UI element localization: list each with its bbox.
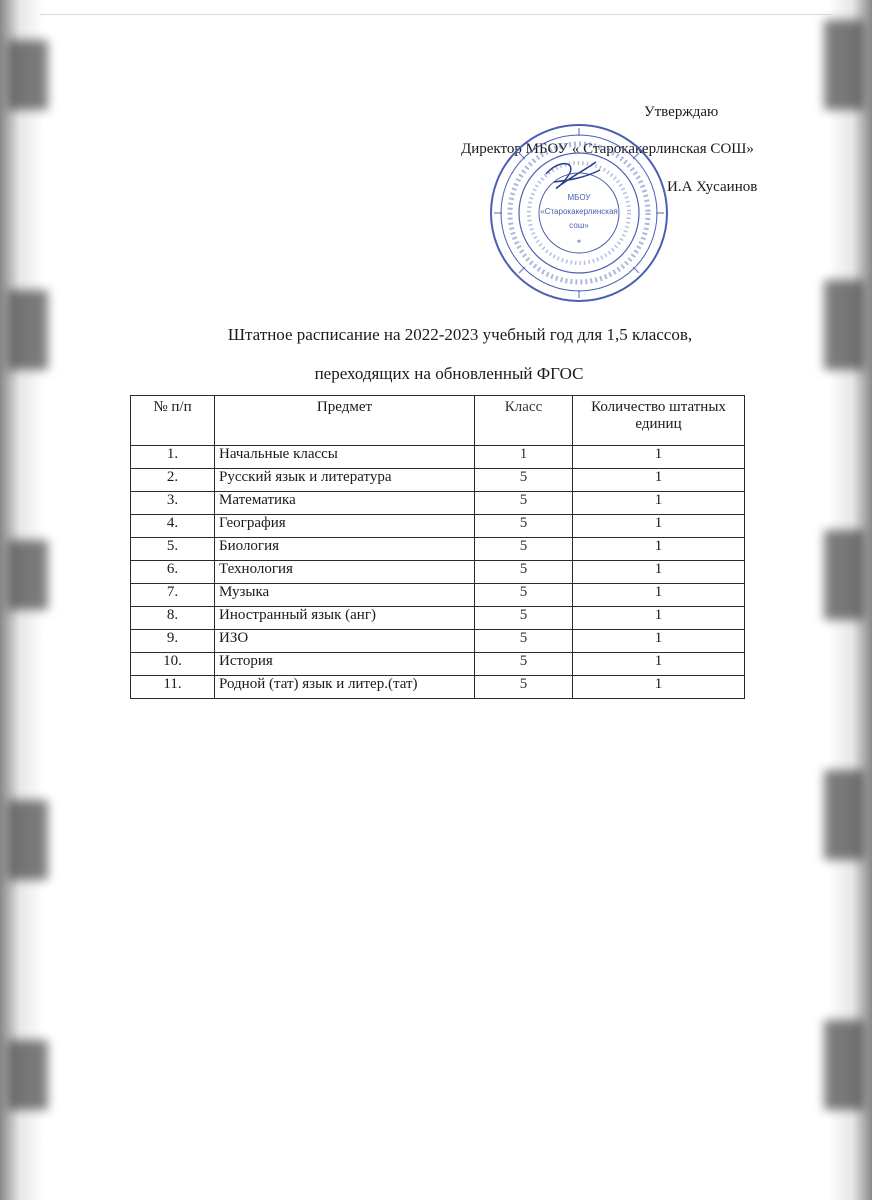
cell-class: 5 [475, 630, 573, 653]
table-row [131, 584, 745, 607]
table-row [131, 469, 745, 492]
cell-count: 1 [573, 561, 745, 584]
cell-number: 11. [131, 676, 215, 699]
cell-count: 1 [573, 653, 745, 676]
cell-subject: География [215, 515, 475, 538]
cell-subject: Технология [215, 561, 475, 584]
table-row [131, 607, 745, 630]
cell-class: 5 [475, 492, 573, 515]
cell-number: 7. [131, 584, 215, 607]
cell-subject: Русский язык и литература [215, 469, 475, 492]
cell-count: 1 [573, 446, 745, 469]
cell-count: 1 [573, 676, 745, 699]
cell-count: 1 [573, 515, 745, 538]
cell-class: 1 [475, 446, 573, 469]
cell-class: 5 [475, 653, 573, 676]
cell-subject: ИЗО [215, 630, 475, 653]
table-row [131, 561, 745, 584]
document-title-line2: переходящих на обновленный ФГОС [314, 364, 584, 383]
table-row [131, 538, 745, 561]
cell-subject: Иностранный язык (анг) [215, 607, 475, 630]
scan-smear [8, 40, 48, 110]
table-header-row [131, 396, 745, 446]
cell-class: 5 [475, 584, 573, 607]
cell-subject: История [215, 653, 475, 676]
scan-smear [824, 530, 864, 620]
approval-heading: Утверждаю [644, 104, 719, 120]
scan-smear [824, 1020, 864, 1110]
director-name: И.А Хусаинов [667, 179, 758, 195]
cell-number: 4. [131, 515, 215, 538]
cell-count: 1 [573, 538, 745, 561]
table-row [131, 630, 745, 653]
cell-class: 5 [475, 561, 573, 584]
scan-smear [824, 20, 864, 110]
table-row [131, 653, 745, 676]
cell-count: 1 [573, 607, 745, 630]
cell-count: 1 [573, 584, 745, 607]
cell-subject: Музыка [215, 584, 475, 607]
header-subject: Предмет [215, 396, 475, 446]
cell-count: 1 [573, 469, 745, 492]
table-row [131, 446, 745, 469]
table-row [131, 515, 745, 538]
header-count: Количество штатных единиц [573, 396, 745, 446]
cell-number: 10. [131, 653, 215, 676]
table-row [131, 676, 745, 699]
cell-class: 5 [475, 607, 573, 630]
cell-count: 1 [573, 492, 745, 515]
cell-subject: Биология [215, 538, 475, 561]
cell-number: 3. [131, 492, 215, 515]
cell-number: 1. [131, 446, 215, 469]
cell-number: 2. [131, 469, 215, 492]
header-class: Класс [475, 396, 573, 446]
scan-smear [8, 1040, 48, 1110]
stamp-star-icon: * [576, 238, 582, 248]
stamp-center-line3: сош» [569, 221, 589, 230]
official-stamp [488, 122, 670, 304]
table-row [131, 492, 745, 515]
stamp-center-line2: «Старокакерлинская [540, 207, 618, 216]
cell-class: 5 [475, 538, 573, 561]
cell-count: 1 [573, 630, 745, 653]
scan-top-line [40, 14, 832, 15]
cell-class: 5 [475, 676, 573, 699]
document-title-line1: Штатное расписание на 2022-2023 учебный год для 1,5 классов, [227, 325, 693, 344]
cell-number: 8. [131, 607, 215, 630]
cell-number: 5. [131, 538, 215, 561]
cell-number: 9. [131, 630, 215, 653]
header-number: № п/п [131, 396, 215, 446]
cell-subject: Начальные классы [215, 446, 475, 469]
staff-schedule-table [130, 395, 745, 699]
stamp-center-line1: МБОУ [567, 193, 591, 202]
cell-class: 5 [475, 515, 573, 538]
scan-smear [8, 540, 48, 610]
scan-smear [8, 800, 48, 880]
director-line: Директор МБОУ « Старокакерлинская СОШ» [461, 141, 754, 157]
cell-subject: Родной (тат) язык и литер.(тат) [215, 676, 475, 699]
scan-smear [824, 770, 864, 860]
cell-number: 6. [131, 561, 215, 584]
cell-class: 5 [475, 469, 573, 492]
cell-subject: Математика [215, 492, 475, 515]
